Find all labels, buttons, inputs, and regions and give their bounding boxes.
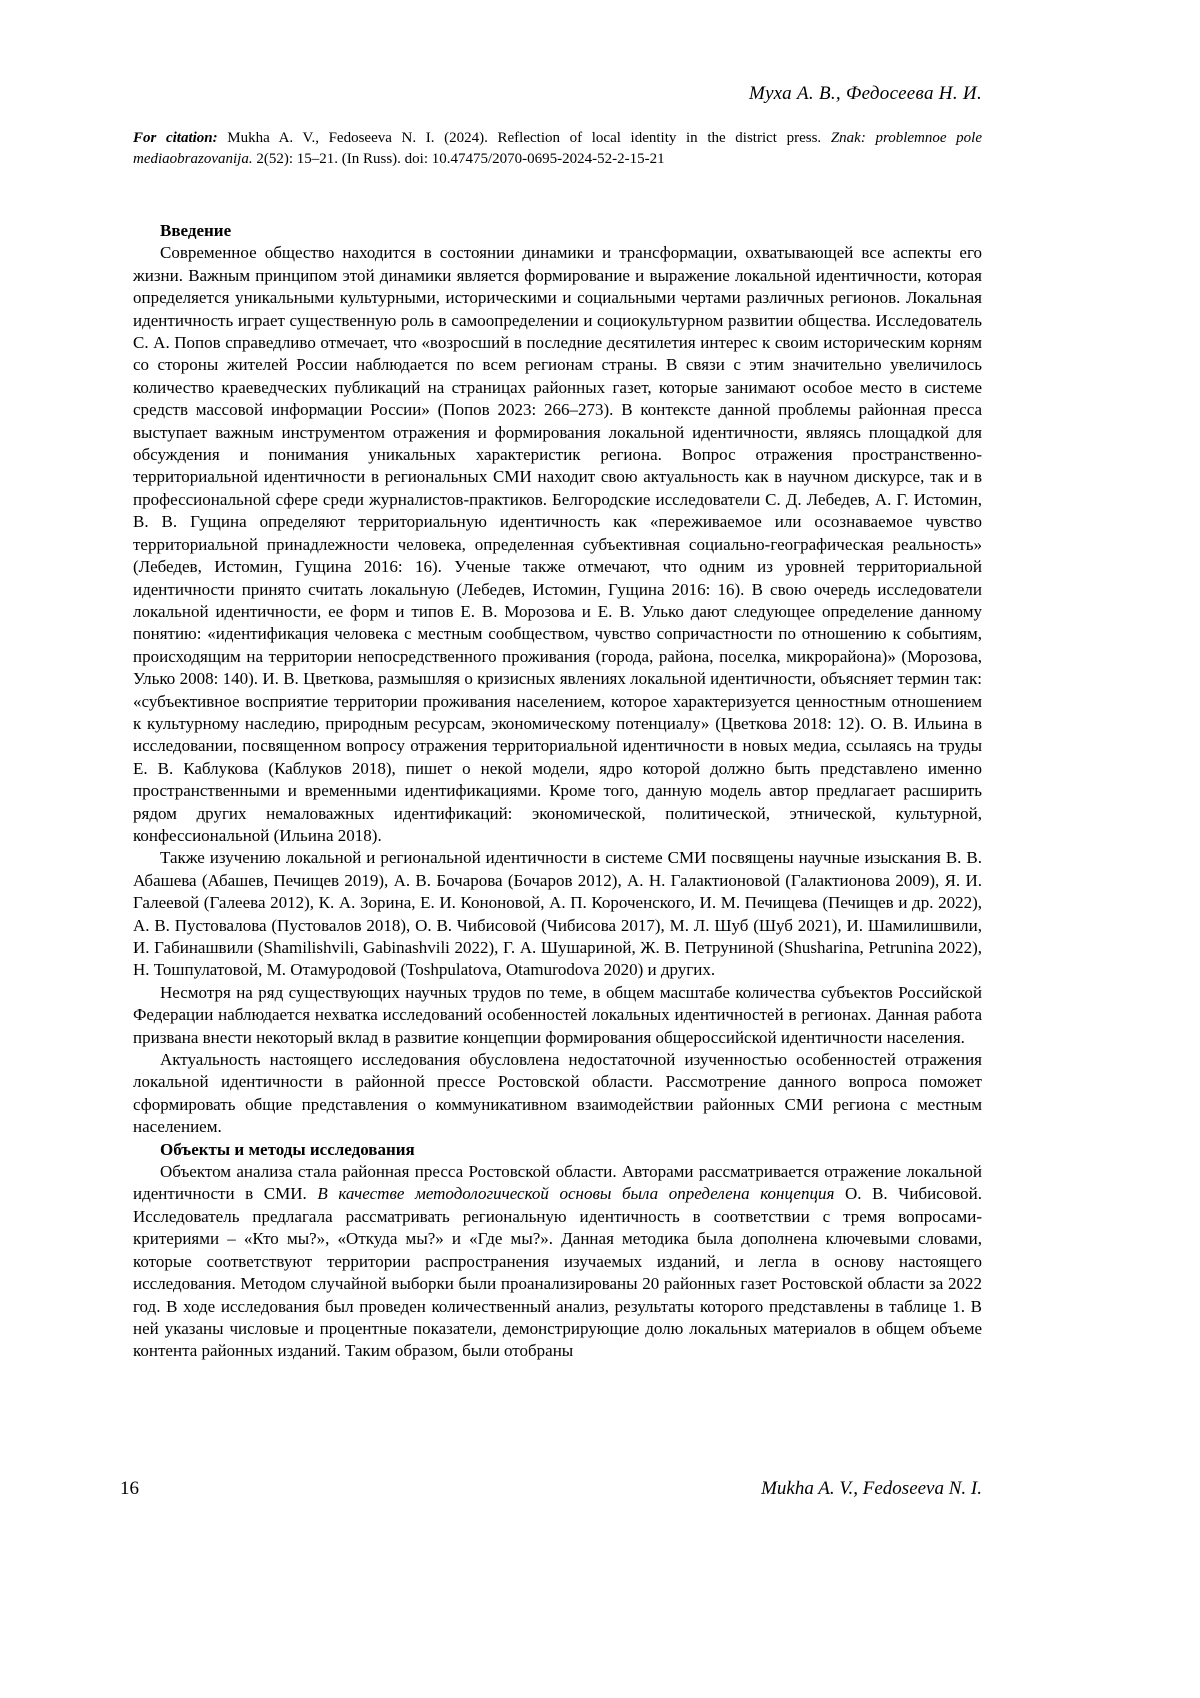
- citation-text-before: Mukha A. V., Fedoseeva N. I. (2024). Reflection of local identity in the district press.: [217, 130, 831, 146]
- citation-block: [133, 128, 982, 170]
- citation-text-after: 2(52): 15–21. (In Russ). doi: 10.47475/2070-0695-2024-52-2-15-21: [252, 151, 665, 167]
- article-body: [133, 220, 982, 1363]
- citation-journal-title: Znak: problemnoe pole mediaobrazovanija.: [133, 130, 983, 167]
- running-header: [133, 84, 982, 104]
- intro-paragraph-1: Современное общество находится в состоянии динамики и трансформации, охватывающей все аспекты его жизни. Важным принципом этой динамики является формирование и выражение локальной идентичности, которая определяется уникальными культурными, историческими и социальными чертами различных регионов. Локальная идентичность играет существенную роль в самоопределении и социокультурном развитии общества. Исследователь С. А. Попов справедливо отмечает, что «возросший в последние десятилетия интерес к своим историческим корням со стороны жителей России наблюдается по всем регионам страны. В связи с этим значительно увеличилось количество краеведческих публикаций на страницах районных газет, которые занимают особое место в системе средств массовой информации России» (Попов 2023: 266–273). В контексте данной проблемы районная пресса выступает важным инструментом отражения и формирования локальной идентичности, являясь площадкой для обсуждения и понимания уникальных характеристик региона. Вопрос отражения пространственно-территориальной идентичности в региональных СМИ находит свою актуальность как в научном дискурсе, так и в профессиональной сфере среди журналистов-практиков. Белгородские исследователи С. Д. Лебедев, А. Г. Истомин, В. В. Гущина определяют территориальную идентичность как «переживаемое или осознаваемое чувство территориальной принадлежности человека, определенная субъективная социально-географическая реальность» (Лебедев, Истомин, Гущина 2016: 16). Ученые также отмечают, что одним из уровней территориальной идентичности принято считать локальную (Лебедев, Истомин, Гущина 2016: 16). В свою очередь исследователи локальной идентичности, ее форм и типов Е. В. Морозова и Е. В. Улько дают следующее определение данному понятию: «идентификация человека с местным сообществом, чувство сопричастности по отношению к событиям, происходящим на территории непосредственного проживания (города, района, поселка, микрорайона)» (Морозова, Улько 2008: 140). И. В. Цветкова, размышляя о кризисных явлениях локальной идентичности, объясняет термин так: «субъективное восприятие территории проживания населением, которое характеризуется ценностным отношением к культурному наследию, природным ресурсам, экономическому потенциалу» (Цветкова 2018: 12). О. В. Ильина в исследовании, посвященном вопросу отражения территориальной идентичности в новых медиа, ссылаясь на труды Е. В. Каблукова (Каблуков 2018), пишет о некой модели, ядро которой должно быть представлено именно пространственными и временными идентификациями. Кроме того, данную модель автор предлагает расширить рядом других немаловажных идентификаций: экономической, политической, этнической, культурной, конфессиональной (Ильина 2018).: [133, 243, 982, 845]
- page-number: 16: [120, 1478, 139, 1499]
- section-heading-introduction: Введение: [160, 221, 232, 240]
- methods-text-after: О. В. Чибисовой. Исследователь предлагала рассматривать региональную идентичность в соответствии с тремя вопросами-критериями – «Кто мы?», «Откуда мы?» и «Где мы?». Данная методика была дополнена ключевыми словами, которые соответствуют территории распространения изучаемых изданий, и легла в основу настоящего исследования. Методом случайной выборки были проанализированы 20 районных газет Ростовской области за 2022 год. В ходе исследования был проведен количественный анализ, результаты которого представлены в таблице 1. В ней указаны числовые и процентные показатели, демонстрирующие долю локальных материалов в общем объеме контента районных изданий. Таким образом, были отобраны: [133, 1184, 982, 1361]
- citation-label: For citation:: [133, 130, 218, 146]
- running-footer-authors: Mukha A. V., Fedoseeva N. I.: [761, 1478, 982, 1499]
- methods-text-before: Объектом анализа стала районная пресса Ростовской области. Авторами рассматривается отражение локальной идентичности в СМИ.: [133, 1162, 982, 1204]
- intro-paragraph-3: Несмотря на ряд существующих научных трудов по теме, в общем масштабе количества субъектов Российской Федерации наблюдается нехватка исследований особенностей локальных идентичностей в регионах. Данная работа призвана внести некоторый вклад в развитие концепции формирования общероссийской идентичности населения.: [133, 982, 982, 1047]
- methods-paragraph-1: [133, 1161, 982, 1363]
- intro-paragraph-4: Актуальность настоящего исследования обусловлена недостаточной изученностью особенностей отражения локальной идентичности в районной прессе Ростовской области. Рассмотрение данного вопроса поможет сформировать общие представления о коммуникативном взаимодействии районных СМИ региона с местным населением.: [133, 1050, 982, 1137]
- intro-paragraph-2: Также изучению локальной и региональной идентичности в системе СМИ посвящены научные изыскания В. В. Абашева (Абашев, Печищев 2019), А. В. Бочарова (Бочаров 2012), А. Н. Галактионовой (Галактионова 2009), Я. И. Галеевой (Галеева 2012), К. А. Зорина, Е. И. Кононовой, А. П. Короченского, И. М. Печищева (Печищев и др. 2022), А. В. Пустовалова (Пустовалов 2018), О. В. Чибисовой (Чибисова 2017), М. Л. Шуб (Шуб 2021), И. Шамилишвили, И. Габинашвили (Shamilishvili, Gabinashvili 2022), Г. А. Шушариной, Ж. В. Петруниной (Shusharina, Petrunina 2022), Н. Тошпулатовой, М. Отамуродовой (Toshpulatova, Otamurodova 2020) и других.: [133, 848, 982, 980]
- running-header-authors: Муха А. В., Федосеева Н. И.: [749, 83, 982, 104]
- page-footer: [120, 1478, 982, 1500]
- section-heading-methods: Объекты и методы исследования: [160, 1139, 415, 1159]
- methods-text-italic: В качестве методологической основы была определена концепция: [317, 1184, 835, 1204]
